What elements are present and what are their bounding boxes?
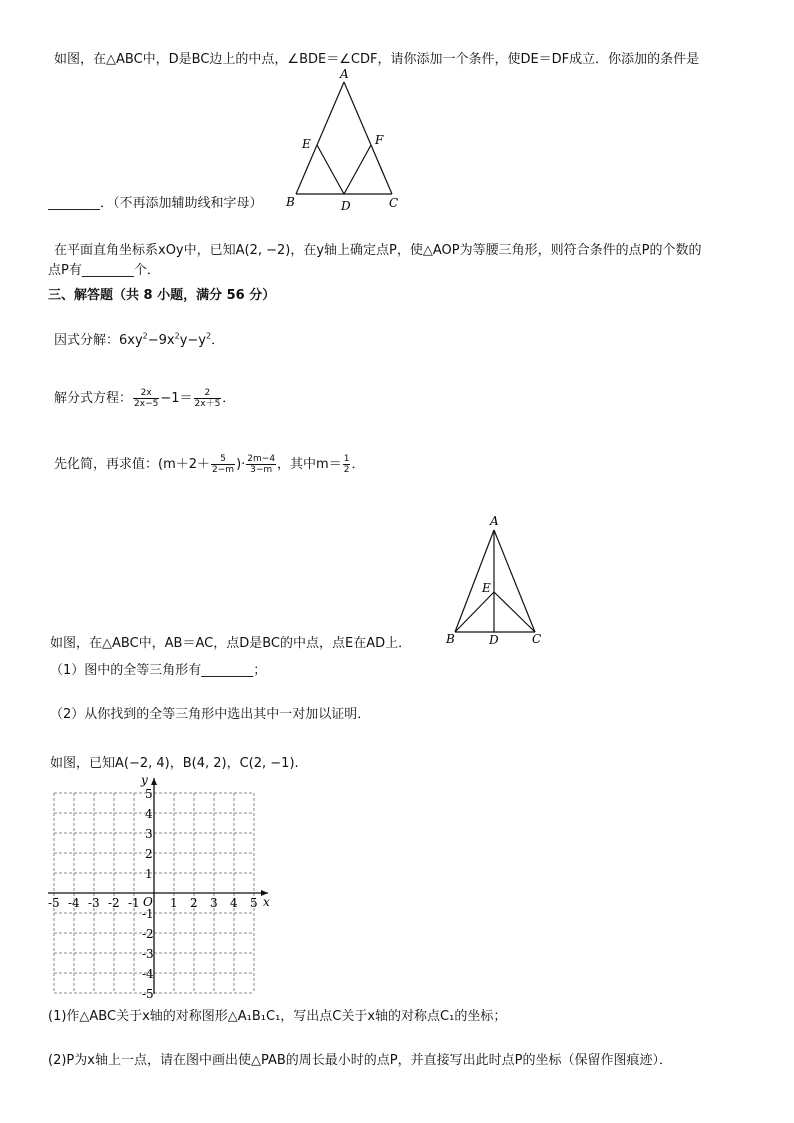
- y-axis-label: y: [141, 773, 148, 787]
- q1-label-c: C: [389, 196, 399, 210]
- q1-side-ac: [344, 82, 392, 194]
- q4-fraction-1: $\frac{2x}{2x-5}$: [134, 388, 159, 409]
- q1-blank[interactable]: ________: [48, 196, 100, 211]
- q1-triangle-figure: [282, 64, 412, 214]
- q6-segment-eb: [455, 592, 494, 632]
- q1-text: 如图，在△ABC中，D是BC边上的中点，∠BDE＝∠CDF，请你添加一个条件，使DE＝DF成立．你添加的条件是: [54, 52, 700, 67]
- x-tick-label: 1: [170, 896, 178, 910]
- q1-label-a: A: [340, 67, 349, 81]
- y-tick-label: -3: [142, 947, 154, 961]
- q6-segment-ec: [494, 592, 535, 632]
- y-tick-label: 2: [145, 847, 153, 861]
- q6-label-b: B: [446, 632, 455, 646]
- q2-text: 在平面直角坐标系xOy中，已知A(2, −2)，在y轴上确定点P，使△AOP为等腰三角形，则符合条件的点P的个数的: [54, 243, 702, 258]
- x-tick-label: 3: [210, 896, 218, 910]
- q1-label-d: D: [341, 199, 351, 213]
- q1-segment-de: [317, 145, 344, 194]
- q5-fraction-3: $\frac{1}{2}$: [343, 454, 350, 475]
- x-tick-label: -2: [108, 896, 120, 910]
- q6-label-c: C: [532, 632, 542, 646]
- q2-blank[interactable]: ________: [81, 263, 134, 278]
- q1-answer-line: ________．（不再添加辅助线和字母）: [48, 196, 263, 211]
- q1-label-e: E: [302, 137, 311, 151]
- x-tick-label: 2: [190, 896, 198, 910]
- q5-fraction-1: $\frac{5}{2-m}$: [212, 454, 235, 475]
- x-tick-label: -4: [68, 896, 80, 910]
- q6-text: 如图，在△ABC中，AB＝AC，点D是BC的中点，点E在AD上．: [50, 636, 412, 651]
- x-tick-label: 5: [250, 896, 258, 910]
- q7-part2: (2)P为x轴上一点，请在图中画出使△PAB的周长最小时的点P，并直接写出此时点P的坐标（保留作图痕迹）．: [48, 1053, 672, 1068]
- y-tick-label: -5: [142, 987, 154, 1000]
- q1-label-b: B: [286, 195, 295, 209]
- y-axis-arrow-icon: [151, 778, 157, 785]
- section-title: 三、解答题（共 8 小题，满分 56 分）: [48, 288, 276, 303]
- q7-coordinate-grid[interactable]: [40, 770, 280, 1000]
- q2-answer-line: 点P有________个．: [48, 263, 160, 278]
- q6-label-e: E: [482, 581, 491, 595]
- x-axis-label: x: [263, 895, 270, 909]
- y-tick-label: 5: [145, 787, 153, 801]
- q4-fraction-2: $\frac{2}{2x+5}$: [194, 388, 221, 409]
- x-tick-label: -5: [48, 896, 60, 910]
- q6-label-a: A: [490, 514, 499, 528]
- y-tick-label: -2: [142, 927, 154, 941]
- q1-label-f: F: [375, 133, 384, 147]
- x-tick-label: 4: [230, 896, 238, 910]
- y-tick-label: 1: [145, 867, 153, 881]
- x-tick-label: -3: [88, 896, 100, 910]
- y-tick-label: -4: [142, 967, 154, 981]
- q5-expression: 先化简，再求值：(m＋2＋ $\frac{5}{2-m}$ )· $\frac{2m-4}{3-m}$ ，其中m＝ $\frac{1}{2}$ ．: [54, 454, 365, 475]
- q6-label-d: D: [489, 633, 499, 647]
- x-tick-label: -1: [128, 896, 140, 910]
- y-tick-label: -1: [142, 907, 154, 921]
- q3-text: 因式分解：$6xy^2-9x^2y-y^2$．: [54, 331, 225, 348]
- q6-blank[interactable]: ________: [201, 663, 254, 678]
- q4-equation: 解分式方程： $\frac{2x}{2x-5}$ −1＝ $\frac{2}{2x+5}$ ．: [54, 388, 236, 409]
- y-tick-label: 4: [145, 807, 153, 821]
- q7-part1: (1)作△ABC关于x轴的对称图形△A₁B₁C₁，写出点C关于x轴的对称点C₁的坐标；: [48, 1009, 507, 1024]
- q6-part1: （1）图中的全等三角形有________；: [50, 663, 267, 678]
- q6-side-ac: [494, 530, 535, 632]
- q6-part2: （2）从你找到的全等三角形中选出其中一对加以证明．: [50, 707, 371, 722]
- q6-triangle-figure: [440, 512, 550, 650]
- q1-segment-df: [344, 145, 371, 194]
- q7-text: 如图，已知A(−2, 4)，B(4, 2)，C(2, −1).: [50, 756, 299, 771]
- origin-label: O: [143, 895, 153, 909]
- y-tick-label: 3: [145, 827, 153, 841]
- q5-fraction-2: $\frac{2m-4}{3-m}$: [247, 454, 276, 475]
